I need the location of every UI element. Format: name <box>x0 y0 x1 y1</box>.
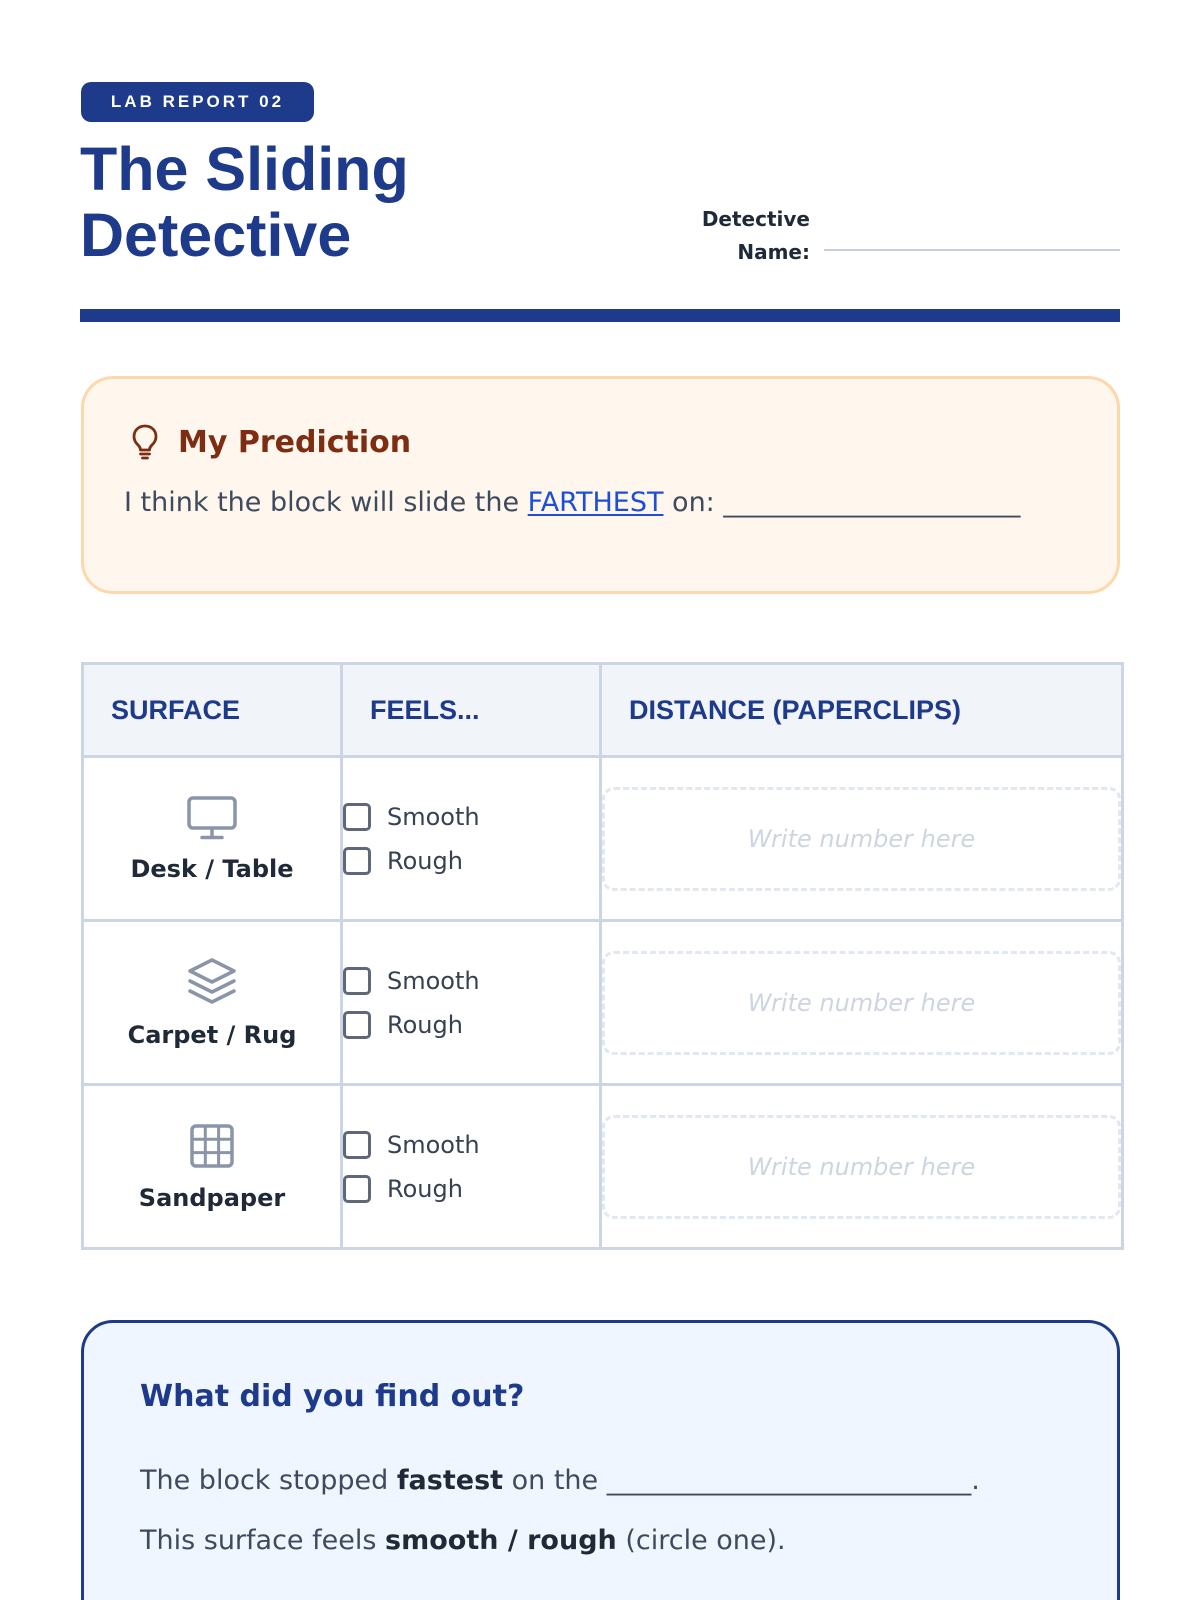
checkbox-label: Smooth <box>387 1130 480 1159</box>
feels-cell <box>342 1085 601 1249</box>
feels-cell <box>342 921 601 1085</box>
findings-line-1-a: The block stopped <box>140 1465 397 1496</box>
distance-input[interactable] <box>602 787 1121 891</box>
prediction-keyword: FARTHEST <box>527 487 664 518</box>
checkbox-label: Smooth <box>387 966 480 995</box>
surface-cell <box>83 1085 342 1249</box>
checkbox-label: Rough <box>387 1174 463 1203</box>
rough-checkbox[interactable] <box>343 843 599 879</box>
lab-report-badge: LAB REPORT 02 <box>81 82 314 122</box>
prediction-card <box>81 376 1120 594</box>
smooth-checkbox[interactable] <box>343 799 599 835</box>
findings-card <box>81 1320 1120 1600</box>
surface-name: Sandpaper <box>138 1183 286 1212</box>
feels-cell <box>342 757 601 921</box>
title-line-1: The Sliding <box>80 135 409 203</box>
findings-title: What did you find out? <box>140 1379 525 1414</box>
checkbox-label: Rough <box>387 1010 463 1039</box>
monitor-icon <box>186 795 238 841</box>
surface-cell <box>83 921 342 1085</box>
column-header-distance: DISTANCE (PAPERCLIPS) <box>601 664 1123 757</box>
name-label-line-2: Name: <box>737 240 810 264</box>
observation-table <box>81 662 1124 1250</box>
rough-checkbox[interactable] <box>343 1171 599 1207</box>
prediction-text-before: I think the block will slide the <box>124 487 528 518</box>
surface-name: Carpet / Rug <box>127 1020 297 1049</box>
prediction-sentence <box>124 487 1020 518</box>
findings-line-1-bold: fastest <box>396 1465 504 1496</box>
prediction-header <box>130 423 411 461</box>
checkbox-box[interactable] <box>343 803 371 831</box>
name-label-line-1: Detective <box>701 207 810 231</box>
page-title <box>80 136 600 268</box>
checkbox-box[interactable] <box>343 1131 371 1159</box>
findings-line-2-a: This surface feels <box>140 1525 386 1556</box>
distance-input[interactable] <box>602 1115 1121 1219</box>
smooth-checkbox[interactable] <box>343 963 599 999</box>
lightbulb-icon <box>130 423 160 461</box>
checkbox-box[interactable] <box>343 1175 371 1203</box>
distance-cell <box>601 1085 1123 1249</box>
header-divider <box>80 309 1120 322</box>
findings-blank[interactable]: on the ___________________________. <box>503 1465 980 1496</box>
column-header-surface: SURFACE <box>83 664 342 757</box>
table-header-row <box>83 664 1123 757</box>
rough-checkbox[interactable] <box>343 1007 599 1043</box>
table-row <box>83 1085 1123 1249</box>
layers-icon <box>186 957 238 1007</box>
detective-name-label <box>690 203 810 269</box>
table-row <box>83 921 1123 1085</box>
findings-line-1 <box>140 1465 980 1496</box>
prediction-title: My Prediction <box>178 424 412 460</box>
distance-cell <box>601 921 1123 1085</box>
detective-name-field[interactable] <box>824 249 1120 251</box>
smooth-rough-choice[interactable]: smooth / rough <box>385 1525 617 1556</box>
surface-cell <box>83 757 342 921</box>
distance-cell <box>601 757 1123 921</box>
table-row <box>83 757 1123 921</box>
surface-name: Desk / Table <box>130 854 294 883</box>
findings-line-2 <box>140 1525 786 1556</box>
checkbox-label: Smooth <box>387 802 480 831</box>
checkbox-box[interactable] <box>343 847 371 875</box>
title-line-2: Detective <box>80 201 352 269</box>
column-header-feels: FEELS... <box>342 664 601 757</box>
grid-icon <box>188 1122 236 1170</box>
findings-line-2-c: (circle one). <box>616 1525 786 1556</box>
smooth-checkbox[interactable] <box>343 1127 599 1163</box>
checkbox-box[interactable] <box>343 1011 371 1039</box>
prediction-blank[interactable]: on: ______________________ <box>663 487 1021 518</box>
checkbox-label: Rough <box>387 846 463 875</box>
checkbox-box[interactable] <box>343 967 371 995</box>
distance-input[interactable] <box>602 951 1121 1055</box>
